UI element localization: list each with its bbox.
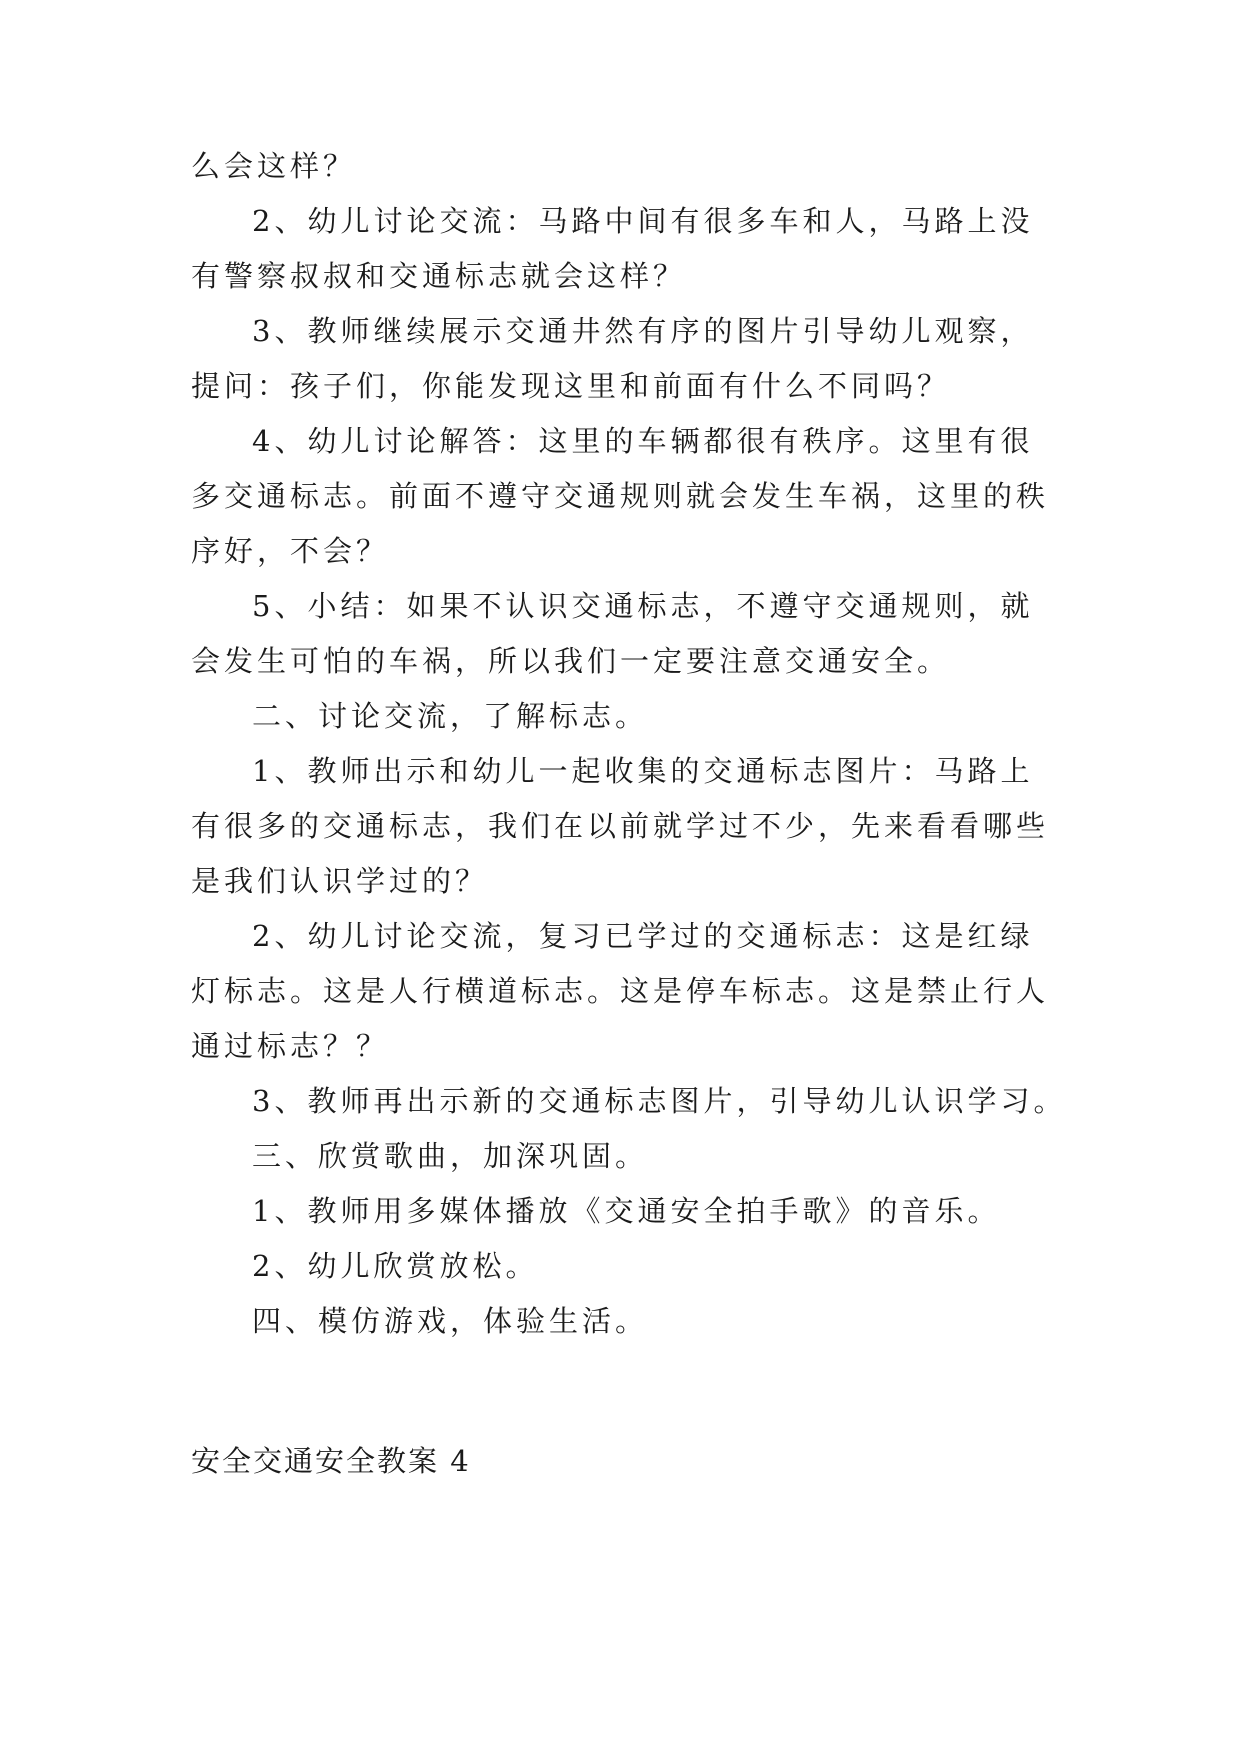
paragraph-line: 1、教师用多媒体播放《交通安全拍手歌》的音乐。	[252, 1194, 1001, 1228]
paragraph-line: 序好，不会？	[191, 534, 390, 568]
paragraph-line: 灯标志。这是人行横道标志。这是停车标志。这是禁止行人	[191, 974, 1050, 1008]
paragraph-line: 三、欣赏歌曲，加深巩固。	[252, 1139, 649, 1173]
paragraph-line: 1、教师出示和幼儿一起收集的交通标志图片：马路上	[252, 754, 1034, 788]
paragraph-line: 有警察叔叔和交通标志就会这样？	[191, 259, 687, 293]
section-heading: 安全交通安全教案 4	[191, 1444, 471, 1478]
paragraph-line: 3、教师继续展示交通井然有序的图片引导幼儿观察，	[252, 314, 1034, 348]
paragraph-line: 通过标志？？	[191, 1029, 390, 1063]
paragraph-line: 2、幼儿讨论交流：马路中间有很多车和人，马路上没	[252, 204, 1034, 238]
paragraph-line: 么会这样？	[191, 149, 357, 183]
paragraph-line: 2、幼儿欣赏放松。	[252, 1249, 539, 1283]
paragraph-line: 是我们认识学过的？	[191, 864, 489, 898]
paragraph-line: 5、小结：如果不认识交通标志，不遵守交通规则，就	[252, 589, 1034, 623]
paragraph-line: 3、教师再出示新的交通标志图片，引导幼儿认识学习。	[252, 1084, 1067, 1118]
paragraph-line: 多交通标志。前面不遵守交通规则就会发生车祸，这里的秩	[191, 479, 1050, 513]
paragraph-line: 4、幼儿讨论解答：这里的车辆都很有秩序。这里有很	[252, 424, 1034, 458]
paragraph-line: 2、幼儿讨论交流，复习已学过的交通标志：这是红绿	[252, 919, 1034, 953]
paragraph-line: 四、模仿游戏，体验生活。	[252, 1304, 649, 1338]
paragraph-line: 二、讨论交流，了解标志。	[252, 699, 649, 733]
paragraph-line: 会发生可怕的车祸，所以我们一定要注意交通安全。	[191, 644, 951, 678]
paragraph-line: 提问：孩子们，你能发现这里和前面有什么不同吗？	[191, 369, 951, 403]
paragraph-line: 有很多的交通标志，我们在以前就学过不少，先来看看哪些	[191, 809, 1050, 843]
